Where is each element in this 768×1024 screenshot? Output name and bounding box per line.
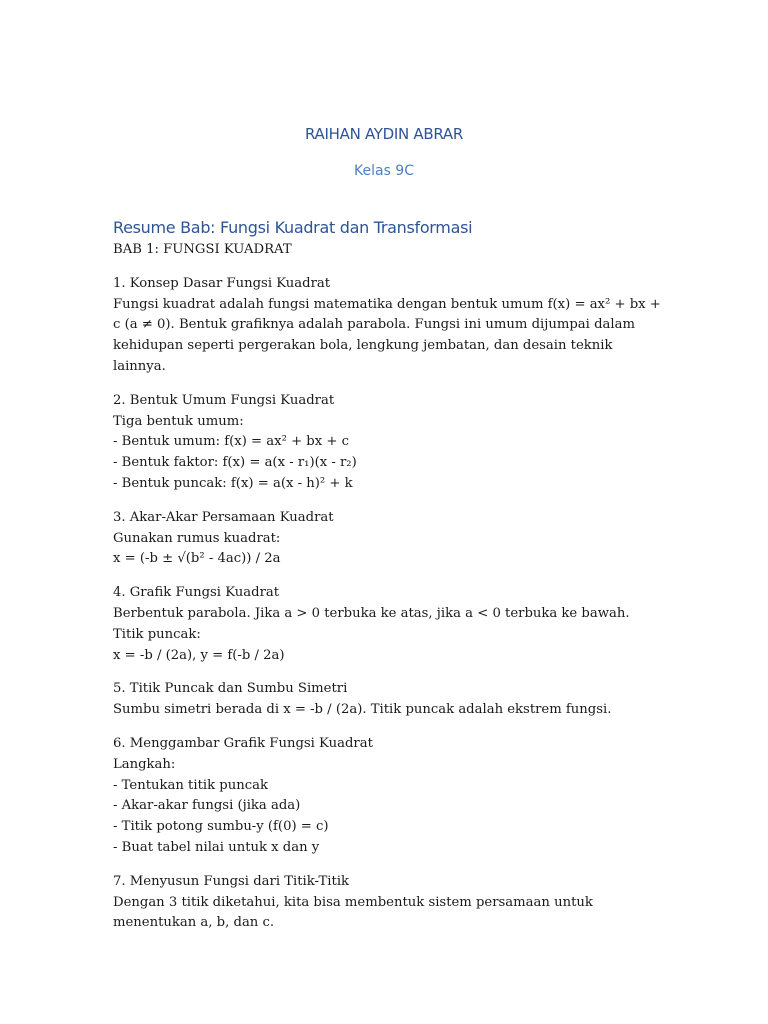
section-line: - Buat tabel nilai untuk x dan y <box>113 839 320 855</box>
section-konsep-dasar <box>113 274 661 378</box>
section-grafik <box>113 583 661 666</box>
section-akar-akar <box>113 508 661 570</box>
section-text: Fungsi kuadrat adalah fungsi matematika dengan bentuk umum f(x) = ax² + bx + c (a ≠ 0). Bentuk grafiknya adalah parabola. Fungsi ini umum dijumpai dalam kehidupan seperti pergerakan bola, lengkung jembatan, dan desain teknik lainnya. <box>113 296 661 374</box>
section-title: 7. Menyusun Fungsi dari Titik-Titik <box>113 873 350 889</box>
section-text: Berbentuk parabola. Jika a > 0 terbuka ke atas, jika a < 0 terbuka ke bawah. Titik puncak: <box>113 605 630 642</box>
section-text: Dengan 3 titik diketahui, kita bisa membentuk sistem persamaan untuk menentukan a, b, dan c. <box>113 894 593 931</box>
section-bentuk-umum <box>113 391 661 495</box>
section-title: 4. Grafik Fungsi Kuadrat <box>113 585 280 601</box>
section-line: Tiga bentuk umum: <box>113 413 244 429</box>
class-label: Kelas 9C <box>354 163 414 179</box>
section-title: 2. Bentuk Umum Fungsi Kuadrat <box>113 392 335 408</box>
section-line: Sumbu simetri berada di x = -b / (2a). Titik puncak adalah ekstrem fungsi. <box>113 702 612 718</box>
document-body <box>113 216 661 934</box>
section-title: 1. Konsep Dasar Fungsi Kuadrat <box>113 275 331 291</box>
section-menyusun-fungsi <box>113 872 661 934</box>
chapter-title: BAB 1: FUNGSI KUADRAT <box>113 242 292 257</box>
section-title: 6. Menggambar Grafik Fungsi Kuadrat <box>113 735 373 751</box>
author-name: RAIHAN AYDIN ABRAR <box>305 125 463 143</box>
section-title: 5. Titik Puncak dan Sumbu Simetri <box>113 681 348 697</box>
section-line: Langkah: <box>113 756 176 772</box>
section-line: - Akar-akar fungsi (jika ada) <box>113 798 301 814</box>
section-titik-puncak <box>113 679 661 721</box>
section-line: - Tentukan titik puncak <box>113 777 268 793</box>
section-menggambar-grafik <box>113 734 661 859</box>
document-heading: Resume Bab: Fungsi Kuadrat dan Transformasi <box>113 218 473 237</box>
section-line: Gunakan rumus kuadrat: <box>113 530 281 546</box>
section-line: - Bentuk umum: f(x) = ax² + bx + c <box>113 434 350 450</box>
section-line: - Titik potong sumbu-y (f(0) = c) <box>113 819 329 835</box>
section-line: - Bentuk faktor: f(x) = a(x - r₁)(x - r₂) <box>113 455 357 471</box>
section-line: x = (-b ± √(b² - 4ac)) / 2a <box>113 551 281 567</box>
section-line: x = -b / (2a), y = f(-b / 2a) <box>113 647 285 663</box>
section-line: - Bentuk puncak: f(x) = a(x - h)² + k <box>113 475 353 491</box>
section-title: 3. Akar-Akar Persamaan Kuadrat <box>113 509 334 525</box>
